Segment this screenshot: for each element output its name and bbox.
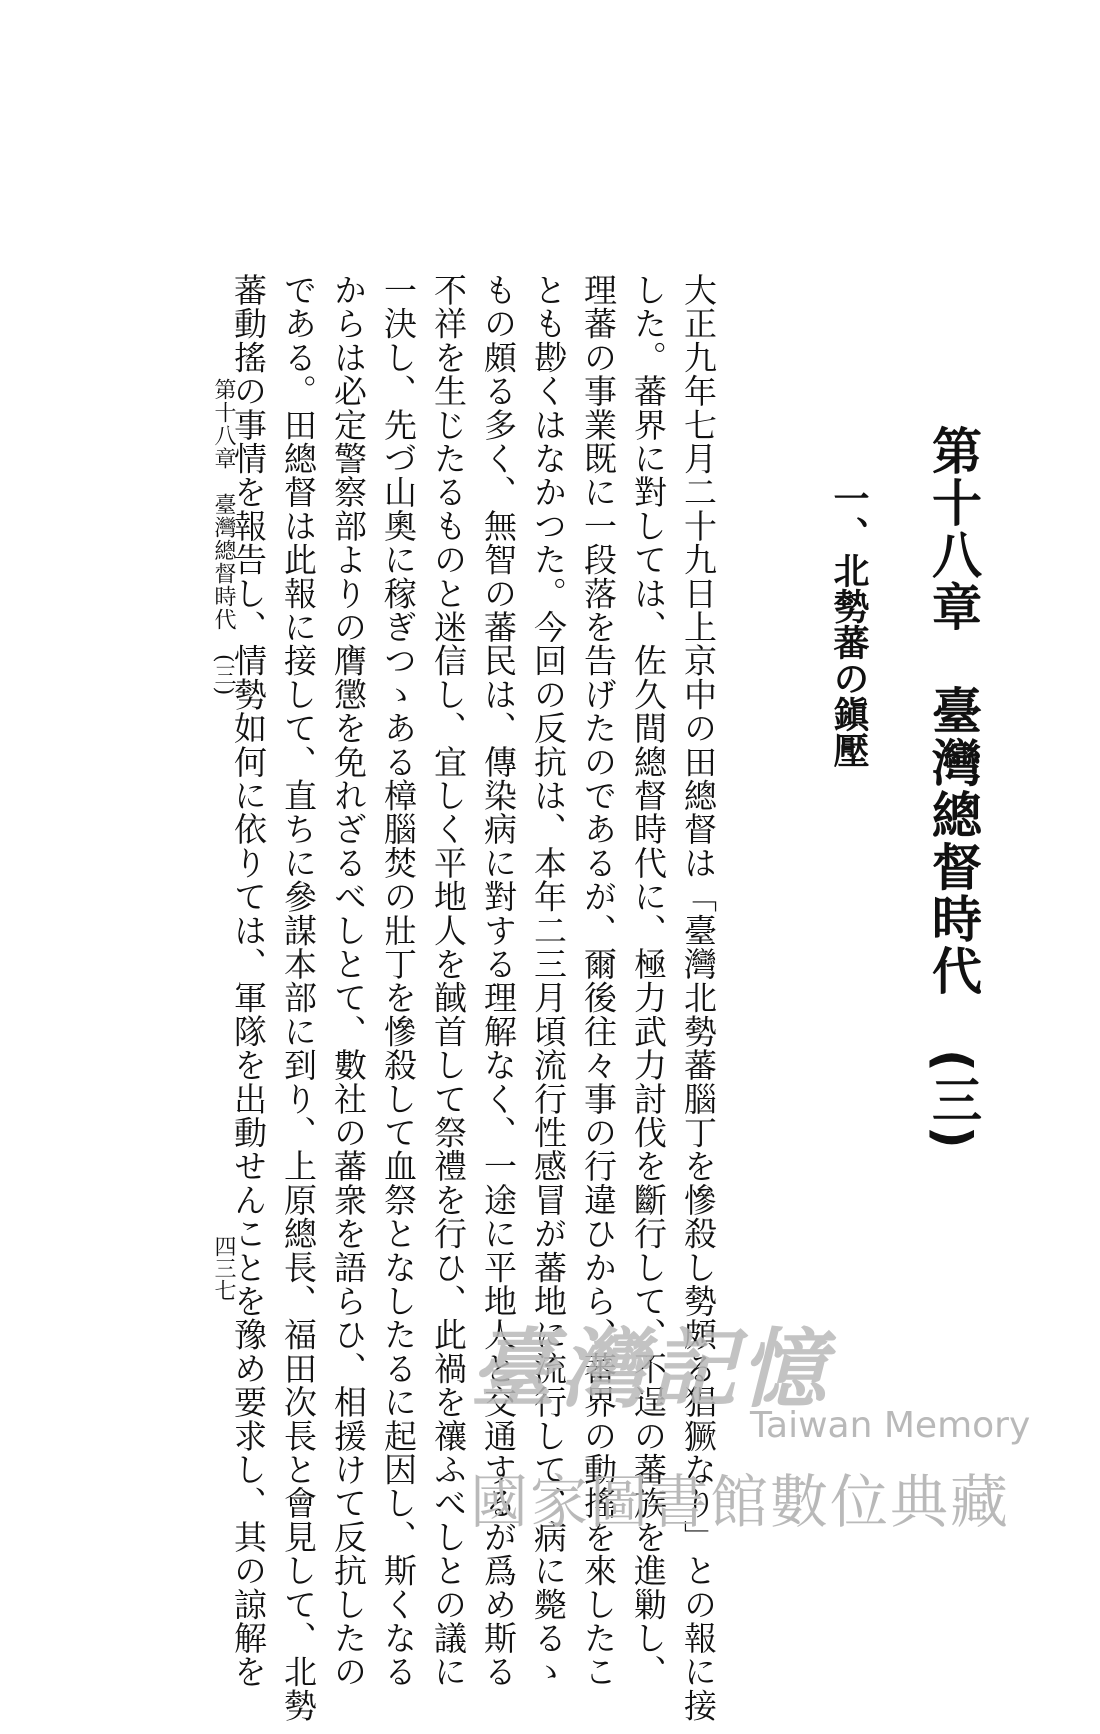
body-line: 不祥を生じたるものと迷信し、宜しく平地人を馘首して祭禮を行ひ、此禍を禳ふべしとの議に — [429, 273, 468, 1689]
body-line: 蕃動搖の事情を報告し、情勢如何に依りては、軍隊を出動せんことを豫め要求し、其の諒解を — [229, 273, 268, 1689]
watermark-chinese-text: 國家圖書館數位典藏 — [470, 1468, 1011, 1536]
body-line: した。蕃界に對しては、佐久間總督時代に、極力武力討伐を斷行して、不逞の蕃族を進勦し、 — [629, 273, 668, 1689]
body-line: からは必定警察部よりの膺懲を免れざるべしとて、數社の蕃衆を語らひ、相援けて反抗したの — [329, 273, 368, 1689]
section-heading: 一、北勢蕃の鎭壓 — [828, 480, 869, 768]
watermark-script-text: 臺灣記憶 — [470, 1320, 830, 1420]
body-line: もの頗る多く、無智の蕃民は、傳染病に對する理解なく、一途に平地人と交通するが爲め斯る — [479, 273, 518, 1689]
body-line: 一決し、先づ山奧に稼ぎつゝある樟腦焚の壯丁を慘殺して血祭となしたるに起因し、斯くなる — [379, 273, 418, 1689]
body-line: である。田總督は此報に接して、直ちに參謀本部に到り、上原總長、福田次長と會見して、北勢 — [279, 273, 318, 1723]
running-head: 第十八章 臺灣總督時代 (三) — [211, 378, 236, 697]
body-line: とも尠くはなかつた。今回の反抗は、本年二三月頃流行性感冒が蕃地に流行して、病に斃るゝ — [529, 273, 568, 1689]
chapter-title: 第十八章 臺灣總督時代 (三) — [924, 425, 982, 1151]
page-number: 四三七 — [211, 1235, 236, 1301]
body-line: 大正九年七月二十九日上京中の田總督は「臺灣北勢蕃腦丁を慘殺し勢頗る猖獗なり」との報に接 — [679, 273, 718, 1723]
watermark-english-text: Taiwan Memory — [750, 1405, 1031, 1446]
body-line: 理蕃の事業既に一段落を告げたのであるが、爾後往々事の行違ひから、蕃界の動搖を來したこ — [579, 273, 618, 1689]
